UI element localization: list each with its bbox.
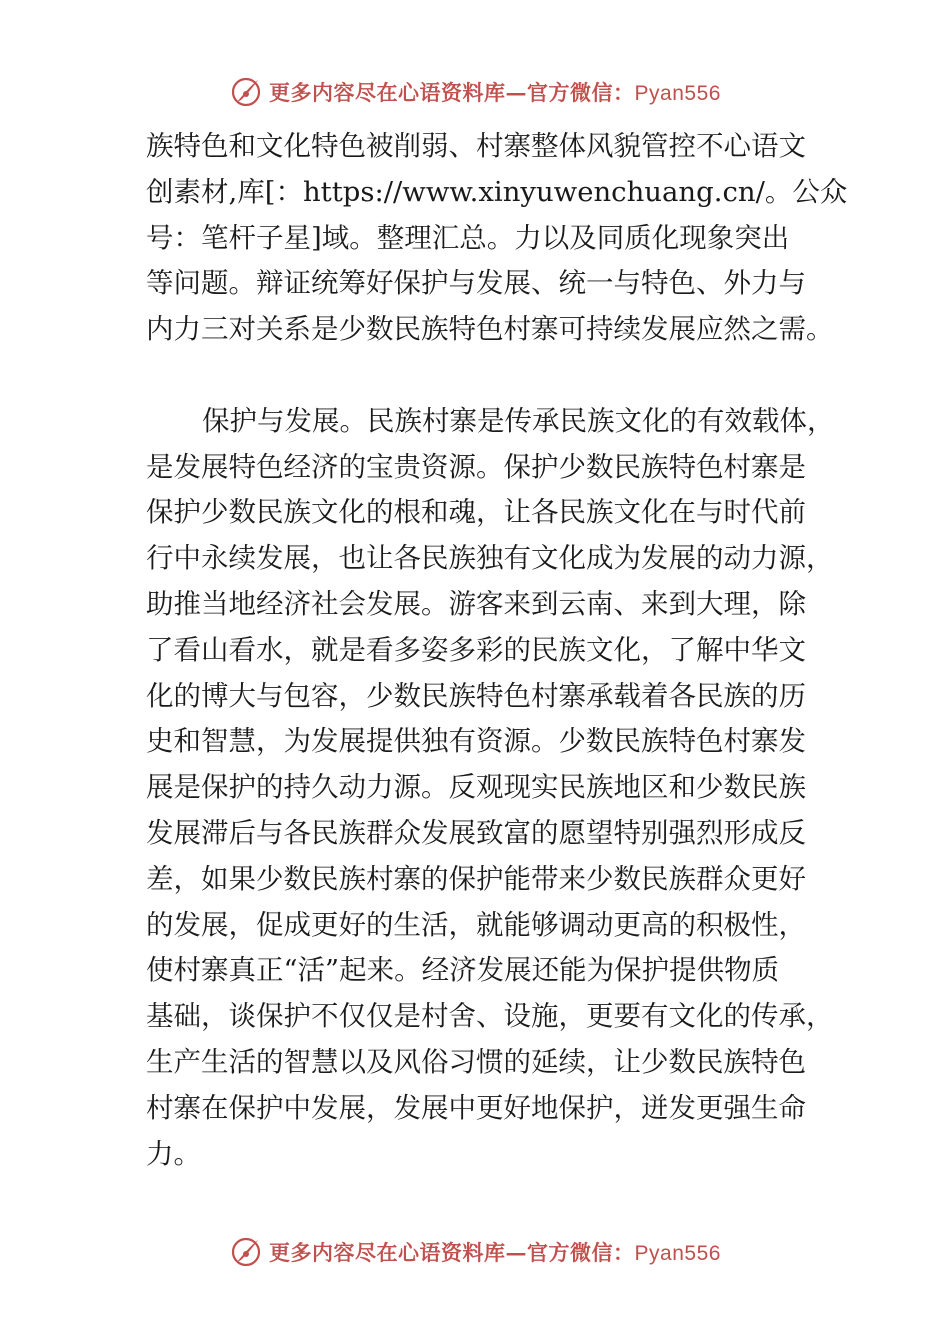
paragraph-line: 村寨在保护中发展，发展中更好地保护，迸发更强生命 xyxy=(146,1091,806,1124)
paragraph-line: 生产生活的智慧以及风俗习惯的延续，让少数民族特色 xyxy=(146,1045,806,1078)
paragraph-line: 基础，谈保护不仅仅是村舍、设施，更要有文化的传承， xyxy=(146,1000,834,1033)
footer-banner-text xyxy=(269,1237,721,1267)
paragraph-line: 保护与发展。民族村寨是传承民族文化的有效载体， xyxy=(202,404,835,437)
paragraph-line: 史和智慧，为发展提供独有资源。少数民族特色村寨发 xyxy=(146,725,806,758)
paragraph-line: 化的博大与包容，少数民族特色村寨承载着各民族的历 xyxy=(146,679,806,712)
header-banner-text xyxy=(269,77,721,107)
paragraph-line: 等问题。辩证统筹好保护与发展、统一与特色、外力与 xyxy=(146,267,806,300)
paragraph-line: 内力三对关系是少数民族特色村寨可持续发展应然之需。 xyxy=(146,313,834,346)
paragraph-line: 展是保护的持久动力源。反观现实民族地区和少数民族 xyxy=(146,771,806,804)
paragraph-1 xyxy=(146,124,848,353)
paragraph-line: 号：笔杆子星]域。整理汇总。力以及同质化现象突出 xyxy=(146,221,790,254)
paragraph-line: 是发展特色经济的宝贵资源。保护少数民族特色村寨是 xyxy=(146,450,806,483)
paragraph-line: 行中永续发展，也让各民族独有文化成为发展的动力源， xyxy=(146,542,834,575)
header-banner-label: 更多内容尽在心语资料库—官方微信： xyxy=(269,80,635,105)
paragraph-line: 力。 xyxy=(146,1137,201,1170)
paragraph-line: 了看山看水，就是看多姿多彩的民族文化，了解中华文 xyxy=(146,633,806,666)
paragraph-line: 保护少数民族文化的根和魂，让各民族文化在与时代前 xyxy=(146,496,806,529)
paragraph-line: 使村寨真正“活”起来。经济发展还能为保护提供物质 xyxy=(146,954,780,987)
quill-logo-icon xyxy=(229,1235,263,1269)
paragraph-spacer xyxy=(146,353,826,399)
paragraph-line: 发展滞后与各民族群众发展致富的愿望特别强烈形成反 xyxy=(146,816,806,849)
paragraph-line: 的发展，促成更好的生活，就能够调动更高的积极性， xyxy=(146,908,806,941)
header-wechat-id: Pyan556 xyxy=(634,82,721,105)
paragraph-line: 差，如果少数民族村寨的保护能带来少数民族群众更好 xyxy=(146,862,806,895)
paragraph-line: 助推当地经济社会发展。游客来到云南、来到大理，除 xyxy=(146,587,806,620)
footer-banner-label: 更多内容尽在心语资料库—官方微信： xyxy=(269,1240,635,1265)
document-body xyxy=(146,124,848,1177)
footer-wechat-id: Pyan556 xyxy=(634,1242,721,1265)
paragraph-2 xyxy=(146,399,835,1178)
footer-banner xyxy=(0,1232,950,1272)
paragraph-line: 创素材,库[：https://www.xinyuwenchuang.cn/。公众 xyxy=(146,175,848,208)
paragraph-line: 族特色和文化特色被削弱、村寨整体风貌管控不心语文 xyxy=(146,130,806,162)
quill-logo-icon xyxy=(229,75,263,109)
header-banner xyxy=(0,72,950,112)
